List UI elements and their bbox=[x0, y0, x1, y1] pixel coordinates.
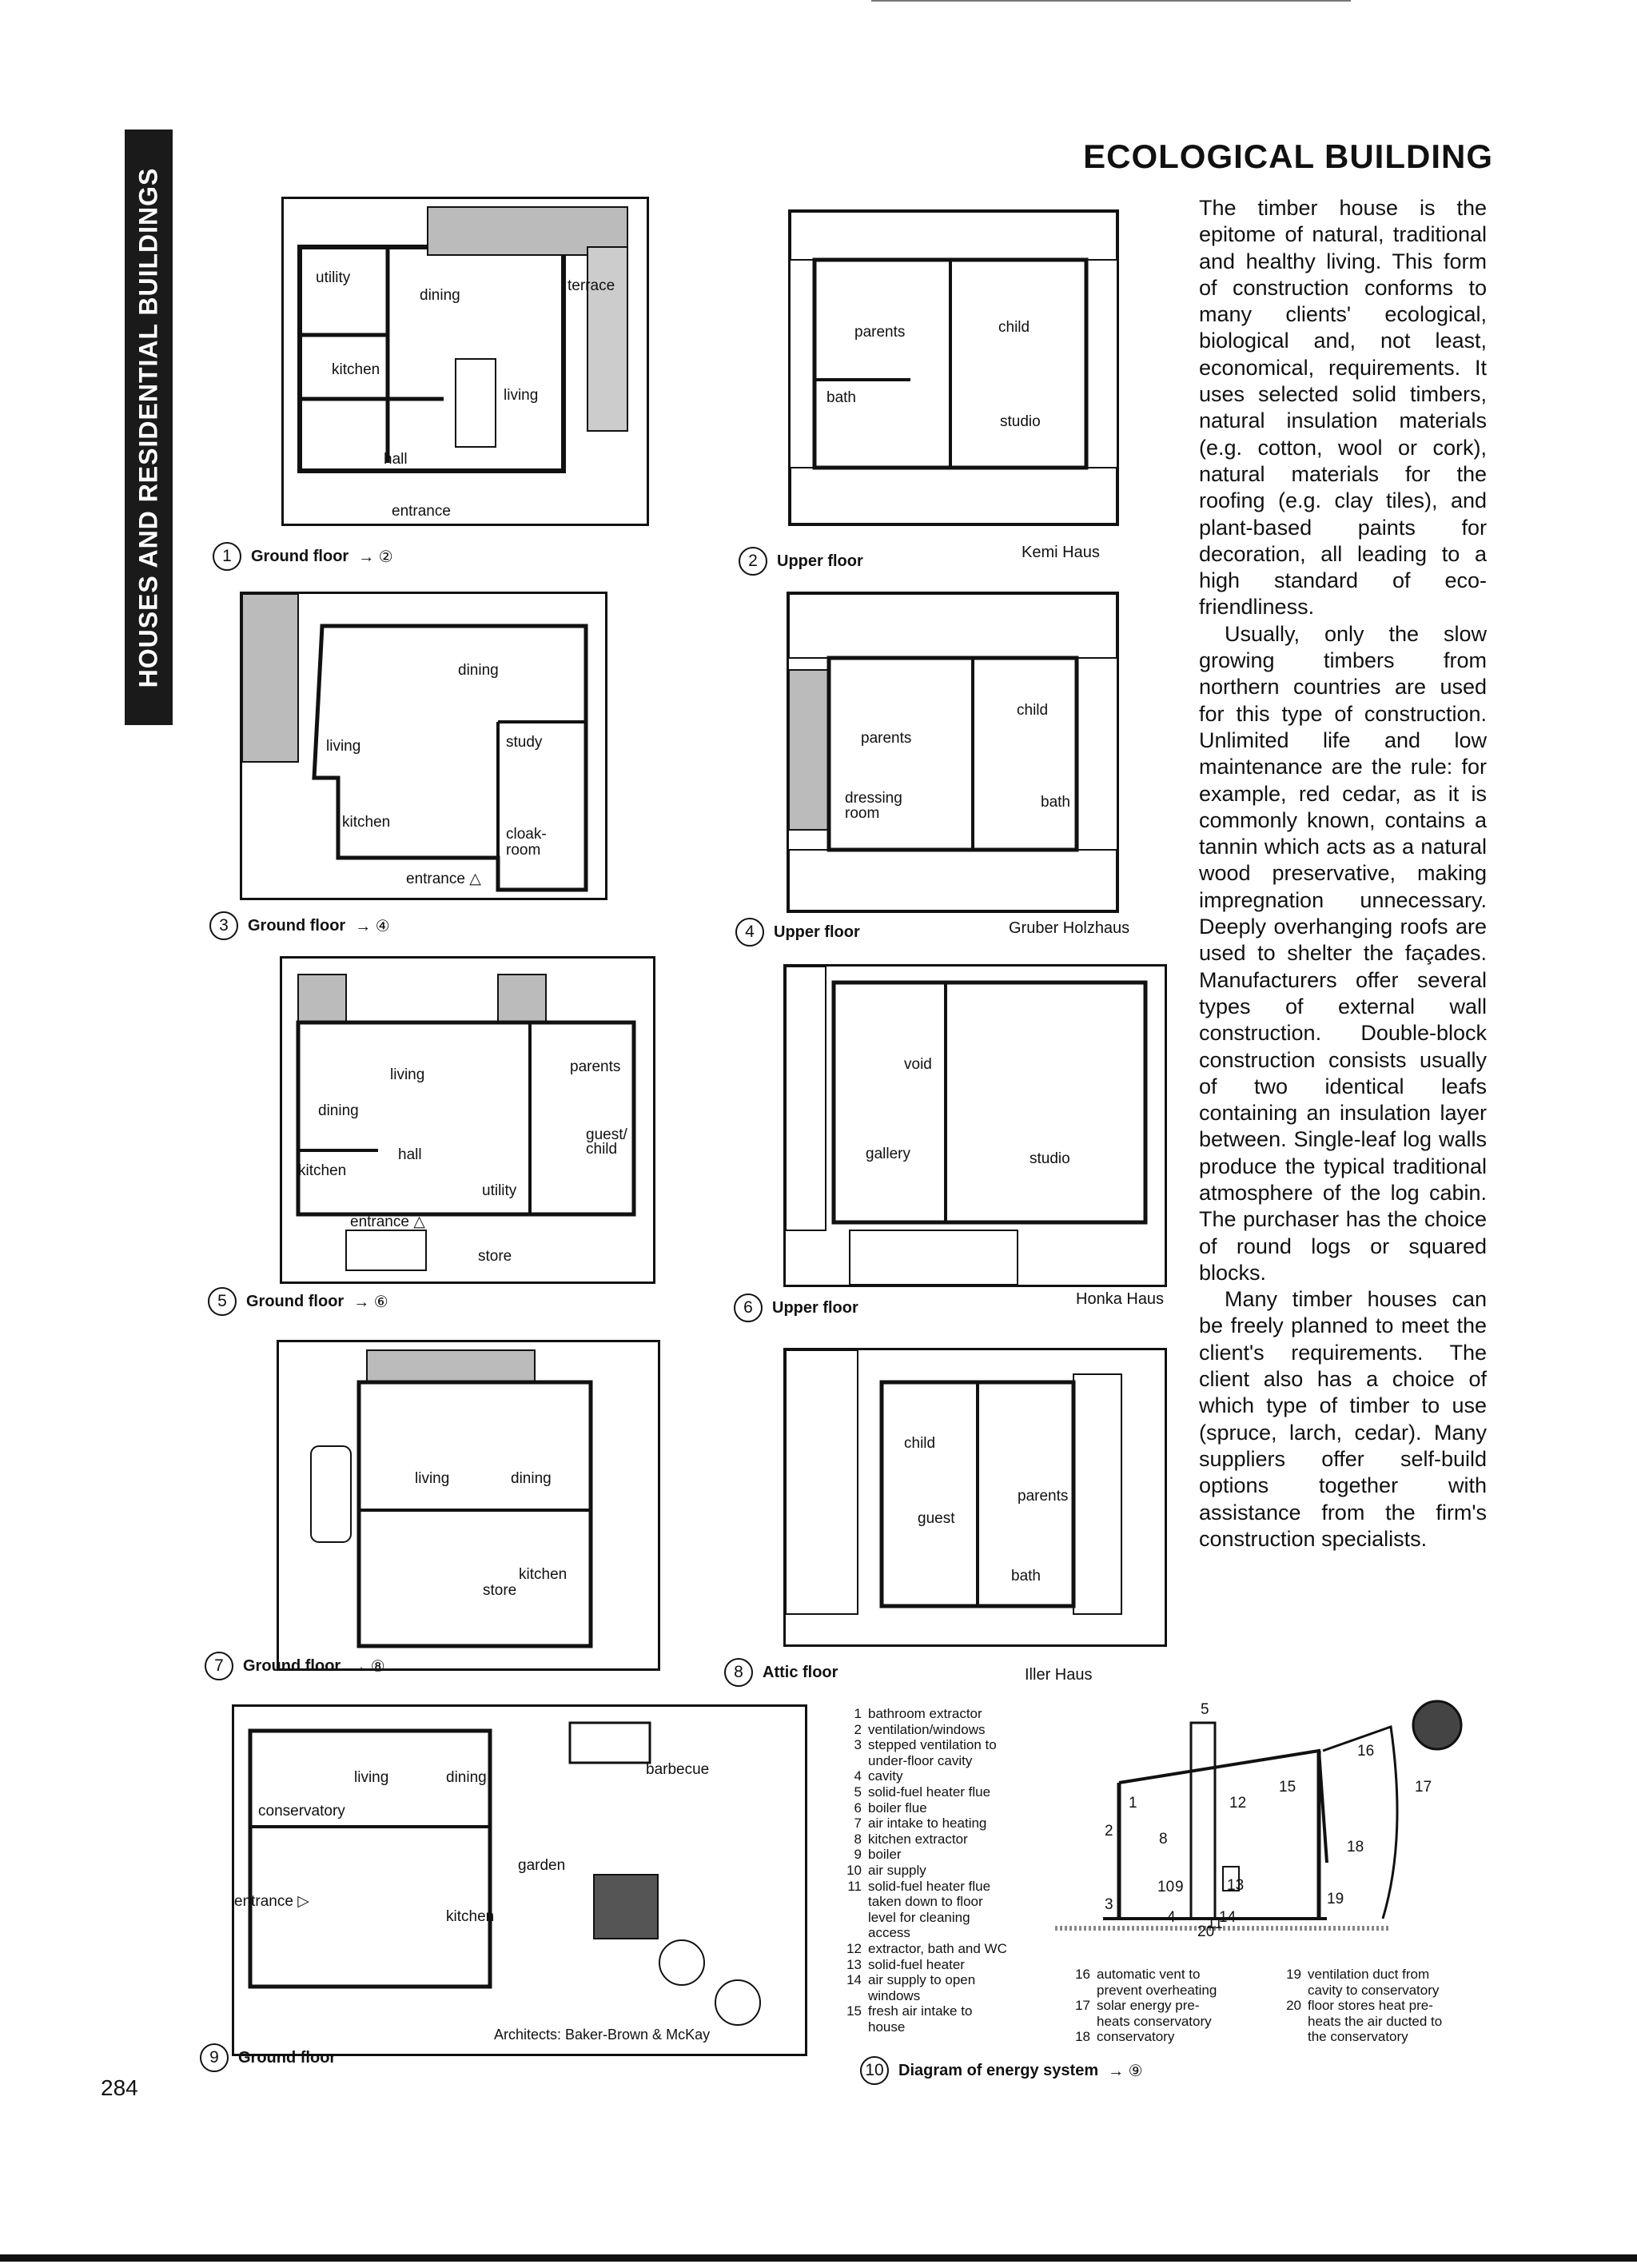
legend-row: windows bbox=[868, 1987, 921, 2003]
legend-row: under-floor cavity bbox=[868, 1752, 973, 1768]
footer-bar bbox=[0, 2254, 1637, 2262]
legend-row: 14 air supply to open bbox=[846, 1972, 976, 1988]
legend-row: 11 solid-fuel heater flue bbox=[847, 1878, 991, 1894]
legend-row: taken down to floor bbox=[868, 1894, 983, 1910]
plan-3-label-room: room bbox=[506, 842, 541, 859]
diagram-num: 16 bbox=[1357, 1743, 1375, 1760]
figure-number-2: 2 bbox=[739, 547, 767, 576]
legend-row: the conservatory bbox=[1308, 2029, 1408, 2045]
sun-icon bbox=[1413, 1701, 1461, 1749]
section-sidebar bbox=[125, 130, 173, 725]
plan-6-drawing bbox=[786, 967, 1165, 1285]
legend-row: heats conservatory bbox=[1097, 2013, 1212, 2029]
diagram-num: 15 bbox=[1279, 1779, 1296, 1796]
plan-7-label-living: living bbox=[415, 1470, 450, 1487]
floor-plan-7 bbox=[277, 1340, 660, 1671]
caption-1-ref: → ② bbox=[358, 548, 393, 566]
caption-1-text: Ground floor bbox=[251, 547, 349, 565]
figure-number-10: 10 bbox=[860, 2056, 889, 2085]
diagram-num: 2 bbox=[1105, 1823, 1113, 1840]
plan-1-label-kitchen: kitchen bbox=[332, 361, 380, 378]
floor-plan-6 bbox=[783, 964, 1167, 1287]
caption-4 bbox=[735, 918, 860, 947]
plan-9-label-barbecue: barbecue bbox=[646, 1761, 710, 1778]
energy-legend-left bbox=[839, 1706, 1063, 2035]
floor-plan-2 bbox=[788, 209, 1119, 526]
caption-5 bbox=[208, 1287, 388, 1316]
plan-7-drawing bbox=[279, 1342, 658, 1668]
plan-3-label-cloak: cloak- bbox=[506, 826, 547, 843]
legend-row: prevent overheating bbox=[1097, 1982, 1217, 1998]
plan-5-label-kitchen: kitchen bbox=[298, 1162, 347, 1179]
legend-row: 16 automatic vent to bbox=[1075, 1967, 1201, 1982]
legend-row: 8 kitchen extractor bbox=[854, 1831, 968, 1847]
plan-2-label-bath: bath bbox=[826, 389, 856, 406]
plan-2-label-studio: studio bbox=[1000, 413, 1041, 430]
energy-diagram bbox=[1055, 1679, 1487, 1940]
diagram-num: 14 bbox=[1219, 1909, 1237, 1926]
figure-number-3: 3 bbox=[209, 911, 238, 940]
caption-9 bbox=[200, 2043, 336, 2072]
plan-5-label-child: child bbox=[586, 1141, 618, 1158]
plan-9-label-living: living bbox=[354, 1769, 389, 1786]
plan-5-drawing bbox=[282, 959, 653, 1281]
caption-5-ref: → ⑥ bbox=[353, 1293, 388, 1311]
caption-5-text: Ground floor bbox=[246, 1292, 345, 1310]
plan-2-label-child: child bbox=[998, 319, 1030, 336]
caption-7-ref: → ⑧ bbox=[350, 1657, 385, 1676]
maker-4: Gruber Holzhaus bbox=[1009, 919, 1130, 937]
body-text bbox=[1199, 195, 1487, 1553]
caption-7 bbox=[205, 1652, 385, 1680]
floor-plan-8 bbox=[783, 1348, 1167, 1647]
energy-diagram-drawing bbox=[1055, 1679, 1487, 1935]
plan-9-label-conservatory: conservatory bbox=[258, 1803, 345, 1820]
plan-8-drawing bbox=[786, 1350, 1165, 1644]
plan-8-label-child: child bbox=[904, 1435, 936, 1452]
diagram-num: 4 bbox=[1167, 1909, 1176, 1926]
plan-5-label-utility: utility bbox=[482, 1182, 517, 1199]
plan-3-label-living: living bbox=[326, 738, 361, 755]
plan-8-label-bath: bath bbox=[1011, 1568, 1041, 1584]
legend-row: 6 boiler flue bbox=[854, 1800, 927, 1816]
plan-1-label-dining: dining bbox=[420, 287, 460, 304]
caption-2 bbox=[739, 547, 863, 576]
caption-8-text: Attic floor bbox=[763, 1663, 838, 1681]
plan-3-label-entrance: entrance △ bbox=[406, 871, 481, 887]
plan-6-label-studio: studio bbox=[1030, 1150, 1070, 1167]
plan-5-label-living: living bbox=[390, 1066, 425, 1083]
plan-2-drawing bbox=[791, 212, 1117, 524]
caption-3-ref: → ④ bbox=[355, 917, 390, 935]
diagram-num: 13 bbox=[1227, 1877, 1245, 1894]
diagram-num: 20 bbox=[1197, 1923, 1215, 1940]
plan-1-label-hall: hall bbox=[384, 451, 408, 468]
legend-row: 17 solar energy pre- bbox=[1075, 1998, 1200, 2014]
diagram-num: 19 bbox=[1327, 1891, 1344, 1907]
maker-2: Kemi Haus bbox=[1022, 544, 1100, 561]
legend-row: 13 solid-fuel heater bbox=[846, 1956, 965, 1972]
legend-row: 5 solid-fuel heater flue bbox=[854, 1784, 991, 1800]
floor-plan-1 bbox=[281, 197, 649, 526]
sidebar-label: HOUSES AND RESIDENTIAL BUILDINGS bbox=[133, 167, 163, 688]
diagram-num: 5 bbox=[1201, 1701, 1209, 1718]
legend-row: 19 ventilation duct from bbox=[1286, 1967, 1430, 1982]
plan-4-label-child: child bbox=[1017, 702, 1049, 719]
plan-8-label-guest: guest bbox=[918, 1510, 955, 1527]
plan-5-label-dining: dining bbox=[318, 1102, 359, 1119]
caption-10 bbox=[860, 2056, 1143, 2085]
plan-3-label-study: study bbox=[506, 734, 543, 751]
plan-1-label-utility: utility bbox=[316, 269, 351, 286]
plan-3-drawing bbox=[242, 594, 605, 898]
plan-9-architects: Architects: Baker-Brown & McKay bbox=[494, 2027, 711, 2043]
legend-row: 3 stepped ventilation to bbox=[854, 1737, 997, 1753]
legend-row: 9 boiler bbox=[854, 1847, 902, 1863]
plan-3-label-dining: dining bbox=[458, 662, 499, 679]
figure-number-1: 1 bbox=[213, 542, 241, 571]
diagram-num: 18 bbox=[1347, 1839, 1364, 1855]
floor-plan-4 bbox=[787, 592, 1119, 913]
plan-5-label-parents: parents bbox=[570, 1058, 621, 1075]
caption-9-text: Ground floor bbox=[238, 2048, 337, 2067]
plan-5-label-hall: hall bbox=[398, 1146, 422, 1163]
diagram-num: 12 bbox=[1229, 1795, 1247, 1812]
plan-5-label-guest: guest/ bbox=[586, 1126, 627, 1143]
diagram-num: 9 bbox=[1175, 1879, 1184, 1895]
plan-7-label-store: store bbox=[483, 1582, 517, 1599]
page-title: ECOLOGICAL BUILDING bbox=[1083, 138, 1493, 175]
caption-7-text: Ground floor bbox=[243, 1656, 341, 1675]
plan-9-label-kitchen: kitchen bbox=[446, 1908, 495, 1925]
figure-number-5: 5 bbox=[208, 1287, 237, 1316]
caption-8 bbox=[724, 1658, 838, 1687]
legend-row: 20 floor stores heat pre- bbox=[1286, 1998, 1433, 2014]
figure-number-6: 6 bbox=[734, 1293, 763, 1322]
figure-number-4: 4 bbox=[735, 918, 764, 947]
legend-row: 15 fresh air intake to bbox=[846, 2003, 973, 2019]
legend-row: cavity to conservatory bbox=[1308, 1982, 1440, 1998]
paragraph-3: Many timber houses can be freely planned to meet the client's requirements. The client also has a choice of which type of timber to use (spruce, larch, cedar). Many suppliers offer self-build options together with assistance from the firm's construction specialists. bbox=[1199, 1287, 1487, 1551]
maker-8: Iller Haus bbox=[1025, 1666, 1093, 1684]
diagram-num: 1 bbox=[1129, 1795, 1137, 1812]
figure-number-8: 8 bbox=[724, 1658, 753, 1687]
diagram-num: 11 bbox=[1207, 1915, 1223, 1932]
legend-row: access bbox=[868, 1925, 910, 1941]
legend-row: 7 air intake to heating bbox=[854, 1816, 987, 1832]
diagram-num: 3 bbox=[1105, 1896, 1113, 1913]
plan-1-label-entrance: entrance bbox=[392, 503, 451, 520]
plan-5-label-entrance: entrance △ bbox=[350, 1214, 425, 1230]
caption-1 bbox=[213, 542, 393, 571]
caption-6 bbox=[734, 1293, 858, 1322]
plan-2-label-parents: parents bbox=[854, 324, 906, 341]
legend-row: heats the air ducted to bbox=[1308, 2013, 1443, 2029]
floor-plan-5 bbox=[280, 956, 655, 1284]
plan-7-label-kitchen: kitchen bbox=[519, 1566, 568, 1583]
diagram-num: 8 bbox=[1159, 1831, 1168, 1847]
caption-10-text: Diagram of energy system bbox=[898, 2061, 1099, 2079]
page-number: 284 bbox=[101, 2075, 138, 2100]
plan-3-label-kitchen: kitchen bbox=[342, 814, 391, 831]
figure-number-7: 7 bbox=[205, 1652, 233, 1680]
plan-4-drawing bbox=[789, 594, 1117, 911]
plan-9-label-garden: garden bbox=[518, 1857, 566, 1874]
energy-legend-right bbox=[1279, 1967, 1511, 2045]
caption-2-text: Upper floor bbox=[777, 552, 863, 570]
maker-6: Honka Haus bbox=[1076, 1290, 1165, 1308]
plan-9-label-entrance: entrance ▷ bbox=[234, 1893, 309, 1910]
caption-4-text: Upper floor bbox=[774, 923, 860, 941]
figure-number-9: 9 bbox=[200, 2043, 229, 2072]
caption-10-ref: → ⑨ bbox=[1108, 2062, 1143, 2080]
plan-1-label-living: living bbox=[504, 387, 539, 404]
plan-4-label-dressing: dressing bbox=[845, 790, 902, 807]
plan-6-label-gallery: gallery bbox=[866, 1146, 910, 1162]
floor-plan-3 bbox=[240, 592, 607, 900]
plan-5-label-store: store bbox=[478, 1248, 512, 1265]
legend-row: 1 bathroom extractor bbox=[854, 1706, 982, 1721]
plan-4-label-bath: bath bbox=[1041, 794, 1070, 811]
plan-8-label-parents: parents bbox=[1018, 1488, 1069, 1505]
plan-1-label-terrace: terrace bbox=[568, 277, 615, 294]
paragraph-1: The timber house is the epitome of natural, traditional and healthy living. This form of construction conforms to many clients' ecological, biological and, not least, economical, requirements. It uses selected solid timbers, natural insulation materials (e.g. cotton, wool or cork), natural materials for the roofing (e.g. clay tiles), and plant-based paints for decoration, all leading to a high standard of eco-friendliness. bbox=[1199, 196, 1487, 620]
diagram-num: 17 bbox=[1415, 1779, 1432, 1796]
floor-plan-9 bbox=[232, 1704, 807, 2056]
energy-legend-mid bbox=[1068, 1967, 1292, 2045]
caption-3 bbox=[209, 911, 390, 940]
diagram-num: 10 bbox=[1157, 1879, 1175, 1895]
legend-row: 12 extractor, bath and WC bbox=[846, 1940, 1007, 1956]
plan-9-drawing bbox=[234, 1707, 805, 2054]
plan-6-label-void: void bbox=[904, 1056, 932, 1073]
legend-row: 4 cavity bbox=[854, 1768, 903, 1784]
caption-6-text: Upper floor bbox=[772, 1298, 858, 1317]
plan-7-label-dining: dining bbox=[511, 1470, 552, 1487]
legend-row: 18 conservatory bbox=[1075, 2029, 1175, 2045]
legend-row: level for cleaning bbox=[868, 1909, 970, 1925]
plan-4-label-room: room bbox=[845, 805, 880, 822]
plan-9-label-dining: dining bbox=[446, 1769, 487, 1786]
caption-3-text: Ground floor bbox=[248, 916, 346, 935]
legend-row: 10 air supply bbox=[846, 1862, 926, 1878]
plan-4-label-child-room: parents bbox=[861, 730, 912, 747]
paragraph-2: Usually, only the slow growing timbers from northern countries are used for this type of construction. Unlimited life and low maintenance are the rule: for example, red cedar, as it is commonly known, contains a tannin which acts as a natural wood preservative, making impregnation unnecessary. Deeply overhanging roofs are used to shelter the façades. Manufacturers offer several types of external wall construction. Double-block construction consists usually of two identical leafs containing an insulation layer between. Single-leaf log walls produce the typical traditional atmosphere of the log cabin. The purchaser has the choice of round logs or squared blocks. bbox=[1199, 621, 1487, 1285]
top-rule bbox=[871, 0, 1351, 2]
legend-row: house bbox=[868, 2019, 906, 2035]
legend-row: 2 ventilation/windows bbox=[854, 1721, 986, 1737]
